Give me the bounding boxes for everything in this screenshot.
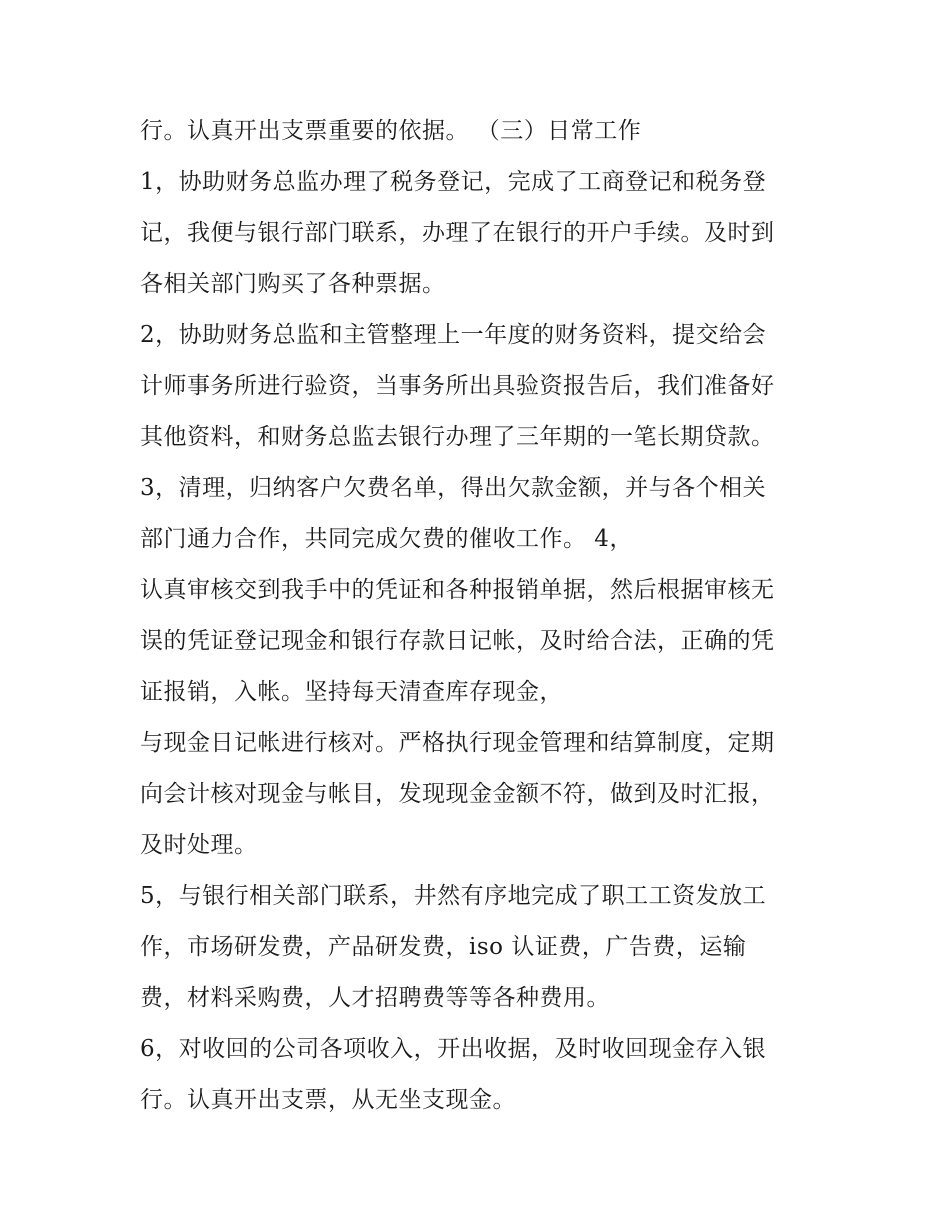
text-line: 计师事务所进行验资，当事务所出具验资报告后，我们准备好 (140, 373, 775, 399)
text-line: 3，清理，归纳客户欠费名单，得出欠款金额，并与各个相关 (140, 475, 767, 501)
text-line: 5，与银行相关部门联系，井然有序地完成了职工工资发放工 (140, 883, 767, 909)
text-line: 6，对收回的公司各项收入，开出收据，及时收回现金存入银 (140, 1036, 767, 1062)
text-line: 认真审核交到我手中的凭证和各种报销单据，然后根据审核无 (140, 577, 775, 603)
text-line: 其他资料，和财务总监去银行办理了三年期的一笔长期贷款。 (140, 424, 775, 450)
text-line: 误的凭证登记现金和银行存款日记帐，及时给合法，正确的凭 (140, 628, 775, 654)
document-body-text (140, 106, 840, 1126)
text-line: 1，协助财务总监办理了税务登记，完成了工商登记和税务登 (140, 169, 767, 195)
text-line: 行。认真开出支票，从无坐支现金。 (140, 1087, 516, 1113)
text-line: 各相关部门购买了各种票据。 (140, 271, 446, 297)
text-line: 证报销，入帐。坚持每天清查库存现金， (140, 679, 563, 705)
text-line: 行。认真开出支票重要的依据。 （三）日常工作 (140, 118, 642, 144)
text-line: 作，市场研发费，产品研发费，iso 认证费，广告费，运输 (140, 934, 747, 960)
text-line: 部门通力合作，共同完成欠费的催收工作。 4， (140, 526, 633, 552)
text-line: 向会计核对现金与帐目，发现现金金额不符，做到及时汇报， (140, 781, 775, 807)
text-line: 及时处理。 (140, 832, 258, 858)
text-line: 费，材料采购费，人才招聘费等等各种费用。 (140, 985, 610, 1011)
text-line: 2，协助财务总监和主管整理上一年度的财务资料，提交给会 (140, 322, 767, 348)
text-line: 与现金日记帐进行核对。严格执行现金管理和结算制度，定期 (140, 730, 775, 756)
text-line: 记，我便与银行部门联系，办理了在银行的开户手续。及时到 (140, 220, 775, 246)
